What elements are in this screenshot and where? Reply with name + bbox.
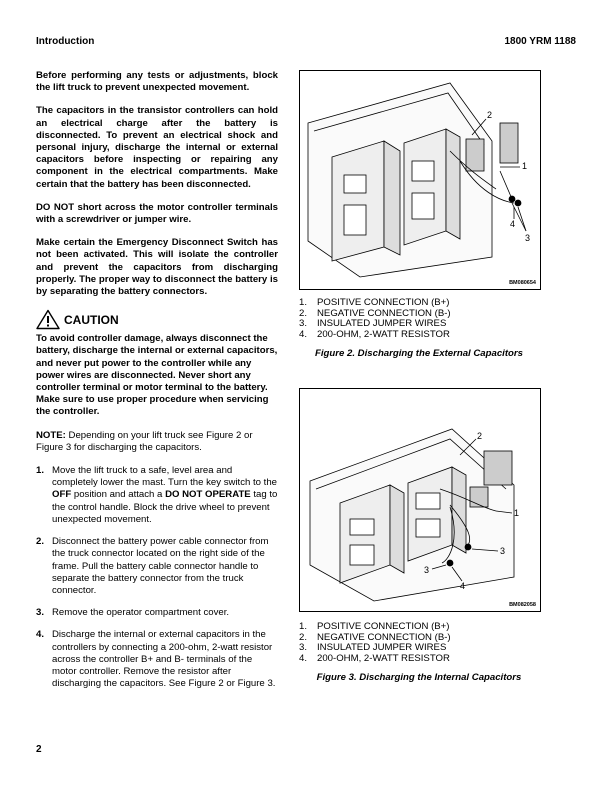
procedure-steps: [36, 465, 278, 690]
callout-2: 2: [487, 110, 493, 120]
callout-3: 3: [525, 233, 531, 243]
step-3: [36, 607, 278, 619]
warning-block-truck: Before performing any tests or adjustments, block the lift truck to prevent unexpected movement.: [36, 70, 278, 94]
warning-no-short: DO NOT short across the motor controller terminals with a screwdriver or jumper wire.: [36, 201, 278, 226]
header-manual-number: 1800 YRM 1188: [504, 36, 576, 47]
caution-heading: [36, 309, 278, 330]
caution-text: To avoid controller damage, always disconnect the battery, discharge the internal or external capacitors, and never put power to the controller while any power wires are disconnected. Never short any controller terminal or motor terminal to the battery. Make sure to use proper procedure when servicing the controller.: [36, 333, 278, 418]
note-label: NOTE:: [36, 429, 66, 441]
page-number: 2: [36, 744, 42, 755]
figure-3-legend: [299, 622, 539, 664]
note-text: Depending on your lift truck see Figure 2 or Figure 3 for discharging the capacitors.: [36, 429, 253, 453]
legend-item: 1. POSITIVE CONNECTION (B+): [299, 297, 450, 308]
callout-4: 4: [460, 581, 466, 591]
figure-2-code: BM080654: [509, 280, 536, 286]
legend-item: 2. NEGATIVE CONNECTION (B-): [299, 307, 451, 319]
step-2: [36, 536, 278, 597]
warning-emergency-disconnect: Make certain the Emergency Disconnect Switch has not been activated. This will isolate the controller and prevent the capacitors from discharging properly. The proper way to disconnect the battery is by separating the battery connectors.: [36, 237, 278, 298]
legend-item: 3. INSULATED JUMPER WIRES: [299, 642, 447, 654]
legend-item: 4. 200-OHM, 2-WATT RESISTOR: [299, 328, 450, 340]
figure-3-illustration: [299, 388, 541, 612]
header-section-title: Introduction: [36, 36, 95, 47]
callout-4: 4: [510, 219, 516, 229]
callout-3: 3: [500, 546, 506, 556]
figure-2-caption: Figure 2. Discharging the External Capacitors: [315, 348, 523, 359]
figure-2-illustration: [299, 70, 541, 290]
step-4: [36, 629, 278, 690]
step-number: 3.: [36, 607, 45, 619]
caution-title: CAUTION: [64, 312, 119, 327]
step-number: 4.: [36, 629, 45, 641]
step-number: 1.: [36, 465, 45, 477]
step-text: Discharge the internal or external capacitors in the controllers by connecting a 200-ohm, 2-watt resistor across the controller B+ and B- terminals of the motor controller. Remove the resistor after discharging the capacitors. See Figure 2 or Figure 3.: [52, 629, 276, 690]
step-text: Move the lift truck to a safe, level area and completely lower the mast. Turn the key switch to the OFF position and attach a DO NOT OPERATE tag to the control handle. Block the drive wheel to prevent unexpected movement.: [52, 465, 278, 525]
note: [36, 430, 278, 454]
legend-item: 3. INSULATED JUMPER WIRES: [299, 318, 447, 330]
legend-item: 4. 200-OHM, 2-WATT RESISTOR: [299, 652, 450, 664]
callout-1: 1: [522, 161, 528, 171]
legend-item: 2. NEGATIVE CONNECTION (B-): [299, 631, 451, 643]
legend-item: 1. POSITIVE CONNECTION (B+): [299, 621, 450, 632]
figure-3-caption: Figure 3. Discharging the Internal Capacitors: [316, 672, 522, 683]
step-number: 2.: [36, 536, 45, 548]
callout-1: 1: [514, 508, 520, 518]
step-text: Remove the operator compartment cover.: [52, 607, 230, 619]
callout-2: 2: [477, 431, 483, 441]
controller-external-capacitor-drawing: [300, 71, 540, 289]
controller-internal-capacitor-drawing: [300, 389, 540, 611]
figure-2-legend: [299, 298, 539, 340]
warning-capacitors: The capacitors in the transistor controllers can hold an electrical charge after the battery is disconnected. To prevent an electrical shock and personal injury, discharge the internal or external capacitors before inspecting or repairing any component in the electrical compartments. Make certain that the battery has been disconnected.: [36, 105, 278, 190]
warning-triangle-icon: [36, 309, 60, 330]
step-1: [36, 465, 278, 526]
figure-3-code: BM082058: [509, 602, 536, 608]
left-column: [36, 70, 278, 700]
callout-3: 3: [424, 565, 430, 575]
step-text: Disconnect the battery power cable connector from the truck connector located on the right side of the frame. Pull the battery cable connector handle to separate the battery connector from the truck connector.: [52, 536, 269, 596]
